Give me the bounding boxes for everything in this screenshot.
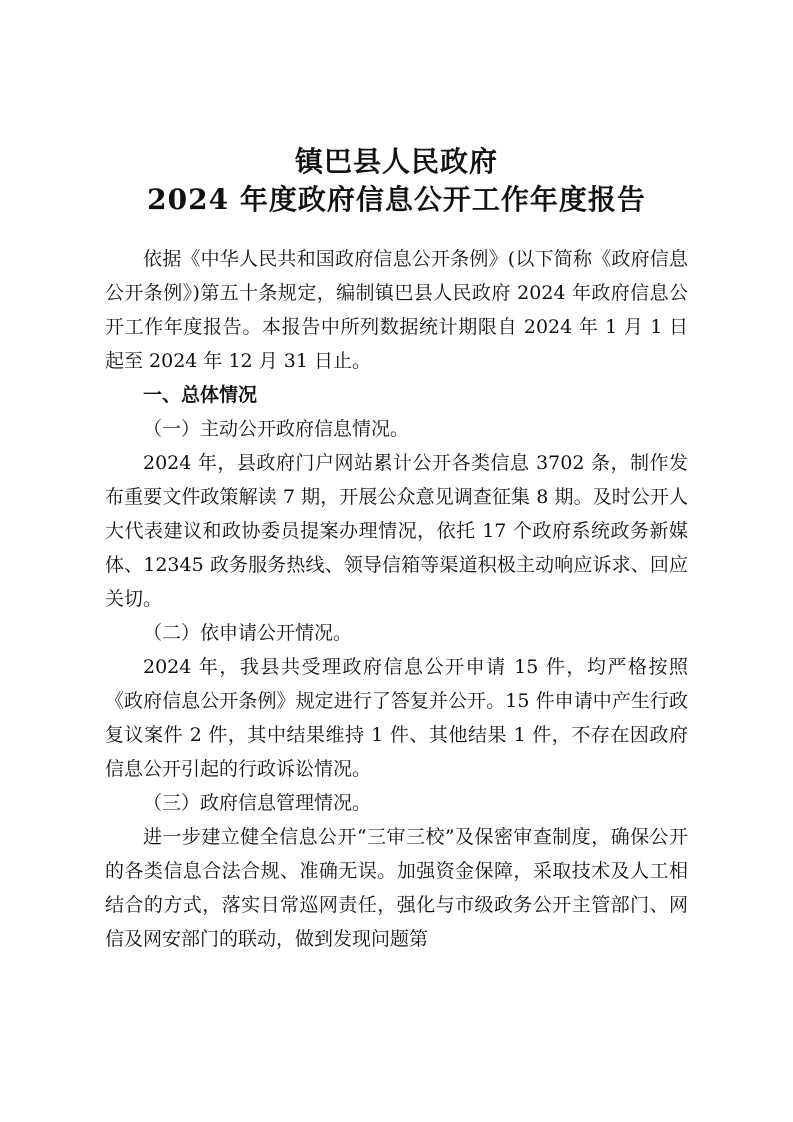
document-title-line-2: 2024 年度政府信息公开工作年度报告 <box>147 183 646 216</box>
subsection-heading-proactive-disclosure: （一）主动公开政府信息情况。 <box>143 418 410 440</box>
subsection-heading-application-disclosure: （二）依申请公开情况。 <box>143 622 353 644</box>
information-management-paragraph: 进一步建立健全信息公开“三审三校”及保密审查制度，确保公开的各类信息合法合规、准确无误。加强资金保障，采取技术及人工相结合的方式，落实日常巡网责任，强化与市级政务公开主管部门、网信及网安部门的联动，做到发现问题第 <box>105 826 688 950</box>
application-disclosure-paragraph: 2024 年，我县共受理政府信息公开申请 15 件，均严格按照《政府信息公开条例》规定进行了答复并公开。15 件申请中产生行政复议案件 2 件，其中结果维持 1 件、其他结果 1 件，不存在因政府信息公开引起的行政诉讼情况。 <box>105 656 688 780</box>
document-title-line-1: 镇巴县人民政府 <box>294 145 498 178</box>
proactive-disclosure-paragraph: 2024 年，县政府门户网站累计公开各类信息 3702 条，制作发布重要文件政策解读 7 期，开展公众意见调查征集 8 期。及时公开人大代表建议和政协委员提案办理情况，依托 17 个政府系统政务新媒体、12345 政务服务热线、领导信箱等渠道积极主动响应诉求、回应关切。 <box>105 452 688 610</box>
subsection-heading-information-management: （三）政府信息管理情况。 <box>143 792 372 814</box>
intro-paragraph: 依据《中华人民共和国政府信息公开条例》(以下简称《政府信息公开条例》)第五十条规定，编制镇巴县人民政府 2024 年政府信息公开工作年度报告。本报告中所列数据统计期限自 2024 年 1 月 1 日起至 2024 年 12 月 31 日止。 <box>105 248 688 372</box>
section-heading-overview: 一、总体情况 <box>143 384 258 406</box>
document-body <box>105 242 688 956</box>
